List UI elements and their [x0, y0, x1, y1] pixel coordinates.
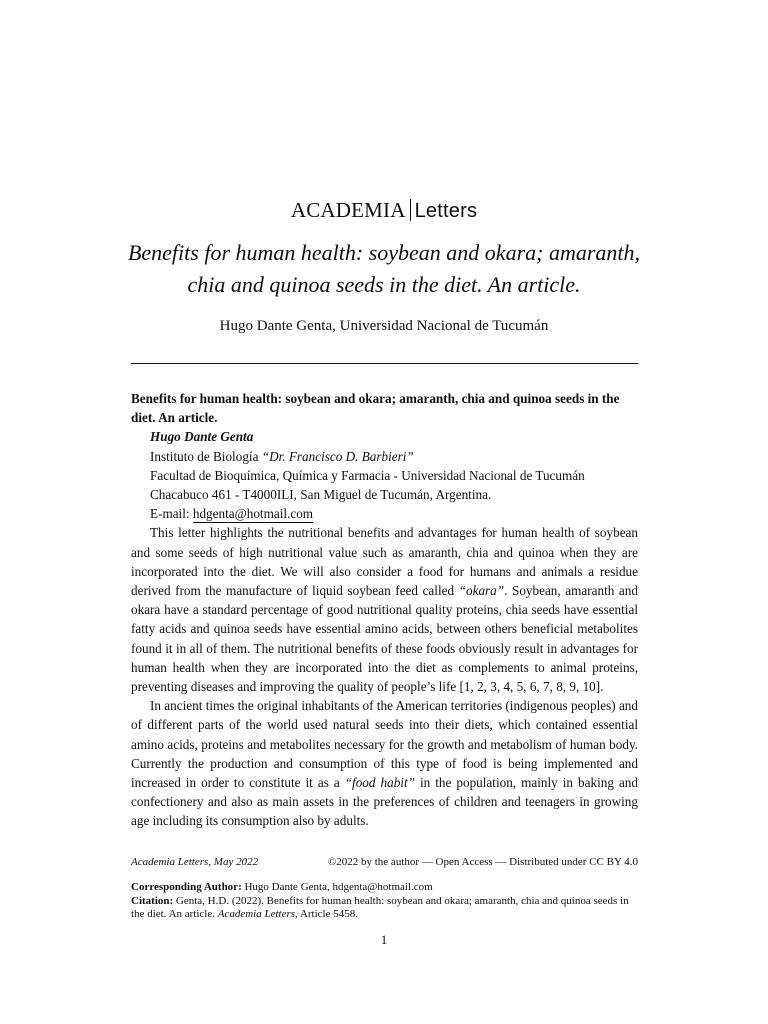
email-line: E-mail: hdgenta@hotmail.com [150, 506, 314, 522]
brand-sub: Letters [414, 200, 478, 222]
citation: Citation: Genta, H.D. (2022). Benefits for human health: soybean and okara; amaranth, chia and quinoa seeds in the diet. An article. Academia Letters, Article 5458. [131, 894, 629, 920]
author-affiliation: Hugo Dante Genta, Universidad Nacional de Tucumán [219, 318, 549, 334]
food-habit-term: “food habit” [344, 775, 415, 791]
brand-name: ACADEMIA [290, 198, 406, 222]
faculty-line: Facultad de Bioquímica, Química y Farmacia - Universidad Nacional de Tucumán [150, 467, 585, 483]
article-title [100, 237, 668, 301]
footer-row [131, 855, 638, 869]
okara-term: “okara” [458, 583, 505, 599]
body-title: Benefits for human health: soybean and okara; amaranth, chia and quinoa seeds in the diet. An article. [131, 391, 620, 426]
article-title-line-2: chia and quinoa seeds in the diet. An article. [187, 272, 581, 297]
paragraph-1: This letter highlights the nutritional benefits and advantages for human health of soybean and some seeds of high nutritional value such as amaranth, chia and quinoa when they are incorporated into the diet. We will also consider a food for humans and animals a residue derived from the manufacture of liquid soybean feed called “okara”. Soybean, amaranth and okara have a standard percentage of good nutritional quality proteins, chia seeds have essential fatty acids and quinoa seeds have essential amino acids, between others beneficial metabolites found it in all of them. The nutritional benefits of these foods obviously result in advantages for human health when they are incorporated into the diet as complements to animal proteins, preventing diseases and improving the quality of people’s life [1, 2, 3, 4, 5, 6, 7, 8, 9, 10]. [131, 525, 638, 695]
journal-date: Academia Letters, May 2022 [131, 856, 259, 868]
article-title-line-1: Benefits for human health: soybean and okara; amaranth, [127, 240, 641, 265]
page-number: 1 [380, 932, 388, 947]
header-divider [131, 363, 638, 364]
article-meta [131, 881, 638, 922]
author-name: Hugo Dante Genta [150, 429, 254, 445]
institute-line: Instituto de Biología “Dr. Francisco D. Barbieri” [150, 448, 414, 464]
paragraph-2: In ancient times the original inhabitants of the American territories (indigenous peoples) and of different parts of the world used natural seeds into their diets, which contained essential amino acids, proteins and metabolites necessary for the growth and metabolism of human body. Currently the production and consumption of this type of food is being implemented and increased in order to constitute it as a “food habit” in the population, mainly in baking and confectionery and also as main assets in the preferences of children and teenagers in growing age including its consumption also by adults. [131, 698, 638, 829]
license-text: ©2022 by the author — Open Access — Distributed under CC BY 4.0 [327, 856, 638, 868]
article-body [131, 389, 638, 831]
corresponding-author: Corresponding Author: Hugo Dante Genta, hdgenta@hotmail.com [131, 881, 433, 893]
address-line: Chacabuco 461 - T4000ILI, San Miguel de Tucumán, Argentina. [150, 487, 492, 503]
institute-name: “Dr. Francisco D. Barbieri” [261, 448, 414, 464]
brand-divider [410, 199, 411, 221]
journal-brand [0, 198, 768, 223]
email-link[interactable]: hdgenta@hotmail.com [192, 506, 314, 522]
